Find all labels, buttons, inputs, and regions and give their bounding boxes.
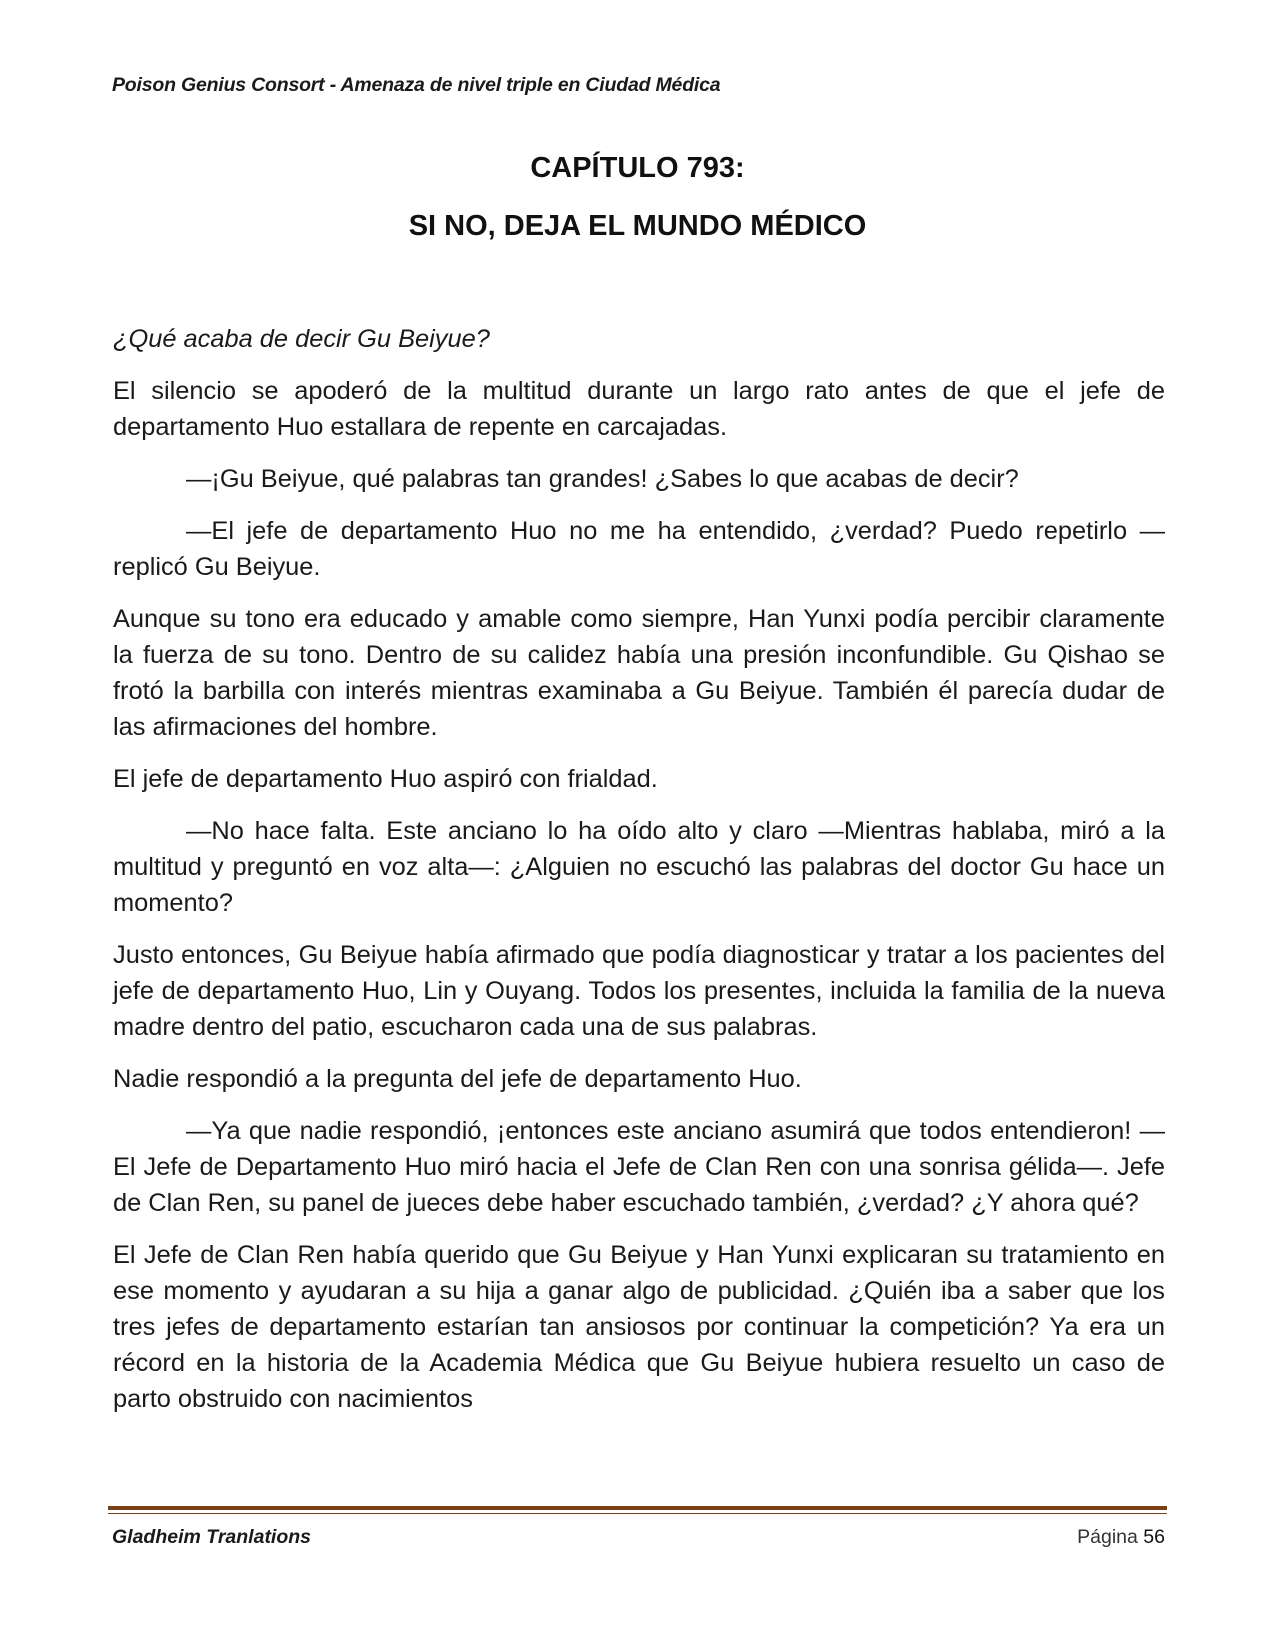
paragraph: El Jefe de Clan Ren había querido que Gu Beiyue y Han Yunxi explicaran su tratamiento en ese momento y ayudaran a su hija a ganar algo de publicidad. ¿Quién iba a saber que los tres jefes de departamento estarían tan ansiosos por continuar la competición? Ya era un récord en la historia de la Academia Médica que Gu Beiyue hubiera resuelto un caso de parto obstruido con nacimientos [113, 1241, 1165, 1413]
chapter-title: SI NO, DEJA EL MUNDO MÉDICO [408, 210, 867, 242]
footer-publisher: Gladheim Tranlations [112, 1526, 312, 1548]
footer-divider [108, 1506, 1167, 1510]
paragraph: El jefe de departamento Huo aspiró con frialdad. [113, 765, 658, 793]
chapter-number: CAPÍTULO 793: [530, 152, 745, 184]
footer-divider-thin [108, 1513, 1167, 1514]
paragraph: —El jefe de departamento Huo no me ha entendido, ¿verdad? Puedo repetirlo —replicó Gu Beiyue. [113, 517, 1165, 581]
chapter-body [113, 321, 1165, 1433]
paragraph: —No hace falta. Este anciano lo ha oído alto y claro —Mientras hablaba, miró a la multitud y preguntó en voz alta—: ¿Alguien no escuchó las palabras del doctor Gu hace un momento? [113, 817, 1165, 917]
paragraph: El silencio se apoderó de la multitud durante un largo rato antes de que el jefe de departamento Huo estallara de repente en carcajadas. [113, 377, 1165, 441]
paragraph: ¿Qué acaba de decir Gu Beiyue? [113, 325, 490, 353]
paragraph: —¡Gu Beiyue, qué palabras tan grandes! ¿Sabes lo que acabas de decir? [186, 465, 1019, 493]
page-number [1077, 1526, 1165, 1549]
running-header: Poison Genius Consort - Amenaza de nivel triple en Ciudad Médica [112, 74, 721, 96]
paragraph: Justo entonces, Gu Beiyue había afirmado que podía diagnosticar y tratar a los pacientes del jefe de departamento Huo, Lin y Ouyang. Todos los presentes, incluida la familia de la nueva madre dentro del patio, escucharon cada una de sus palabras. [113, 941, 1165, 1041]
page-number-value: 56 [1143, 1526, 1165, 1548]
paragraph: Nadie respondió a la pregunta del jefe de departamento Huo. [113, 1065, 802, 1093]
page-label: Página [1077, 1526, 1138, 1548]
paragraph: —Ya que nadie respondió, ¡entonces este anciano asumirá que todos entendieron! —El Jefe de Departamento Huo miró hacia el Jefe de Clan Ren con una sonrisa gélida—. Jefe de Clan Ren, su panel de jueces debe haber escuchado también, ¿verdad? ¿Y ahora qué? [113, 1117, 1165, 1217]
paragraph: Aunque su tono era educado y amable como siempre, Han Yunxi podía percibir claramente la fuerza de su tono. Dentro de su calidez había una presión inconfundible. Gu Qishao se frotó la barbilla con interés mientras examinaba a Gu Beiyue. También él parecía dudar de las afirmaciones del hombre. [113, 605, 1165, 741]
